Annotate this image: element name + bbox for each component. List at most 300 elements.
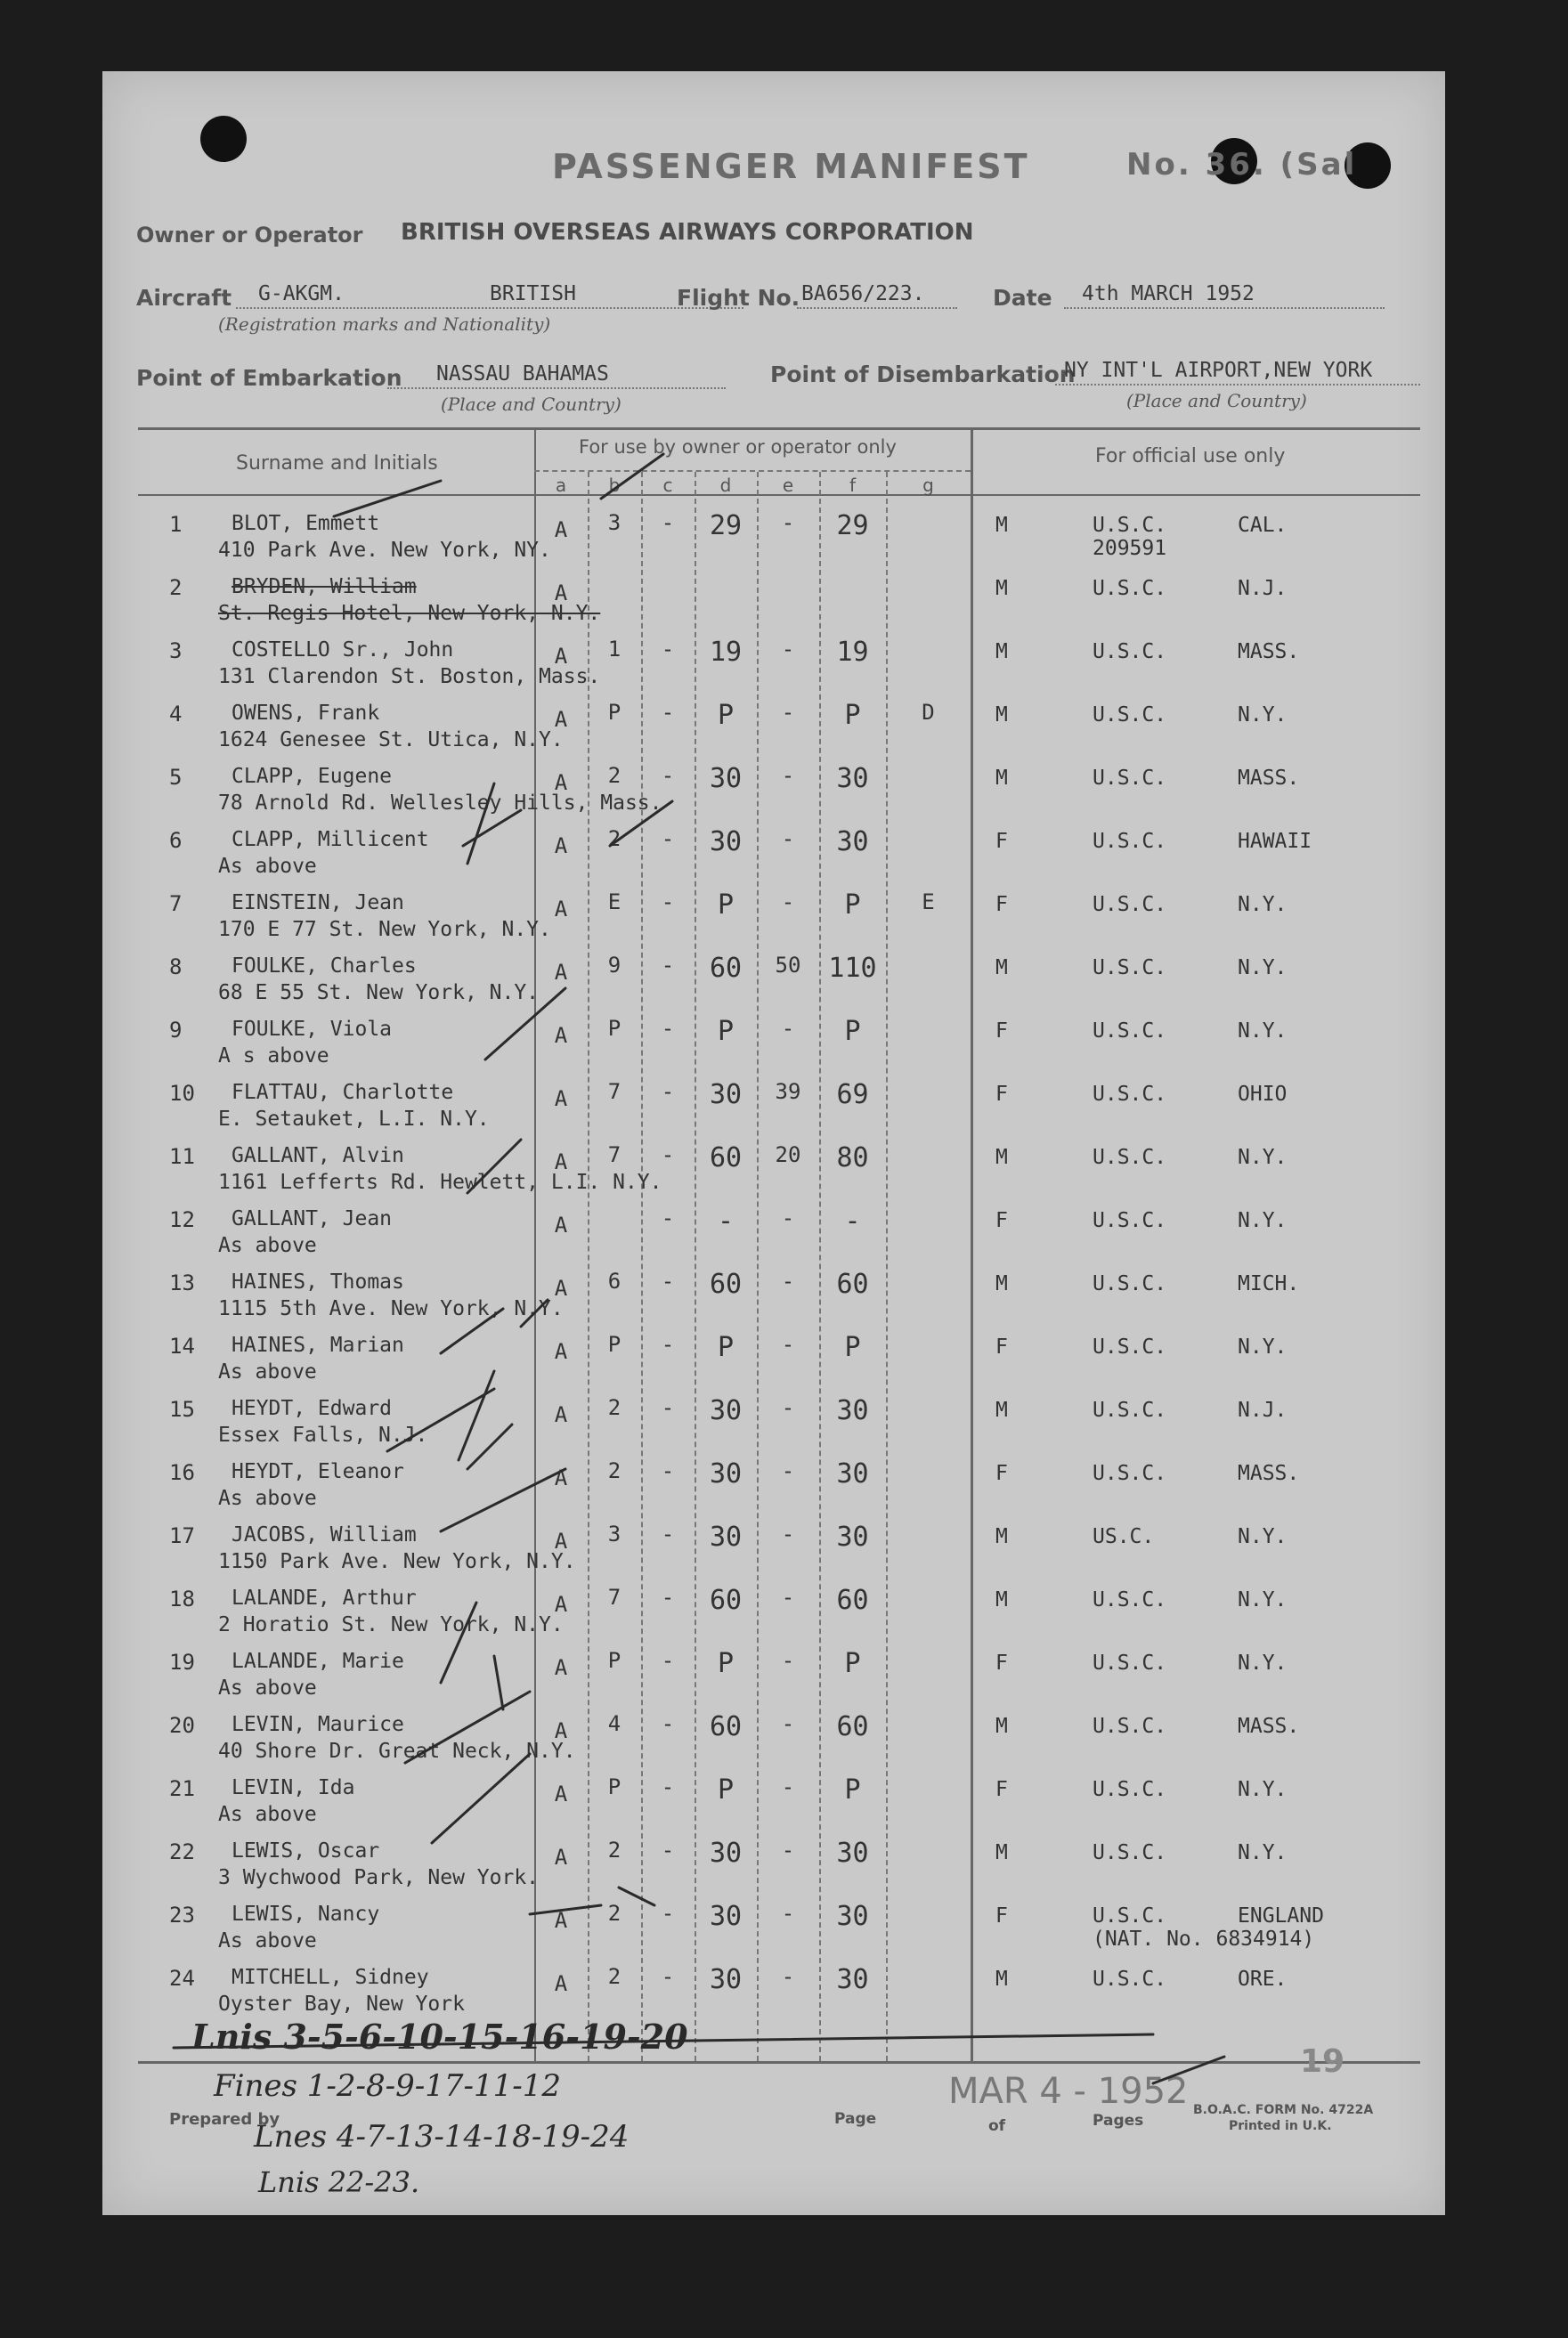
cell-e: - bbox=[781, 826, 795, 851]
cell-b: P bbox=[607, 1016, 622, 1041]
cell-d: 60 bbox=[709, 1142, 743, 1173]
cell-a: A bbox=[554, 1655, 568, 1680]
cell-c: - bbox=[661, 763, 675, 788]
cell-f: 30 bbox=[836, 826, 869, 857]
sex: M bbox=[995, 956, 1008, 979]
passenger-address: 78 Arnold Rd. Wellesley Hills, Mass. bbox=[218, 792, 662, 815]
citizenship: U.S.C. bbox=[1093, 640, 1167, 663]
cell-f: P bbox=[844, 1016, 861, 1047]
state: N.J. bbox=[1238, 1399, 1288, 1422]
sex: F bbox=[995, 830, 1008, 853]
cell-d: 60 bbox=[709, 1269, 743, 1300]
cell-b: 2 bbox=[607, 1964, 622, 1989]
passenger-name: CLAPP, Eugene bbox=[232, 765, 393, 788]
passenger-address: As above bbox=[218, 1929, 317, 1952]
sex: M bbox=[995, 1272, 1008, 1295]
sex: F bbox=[995, 1209, 1008, 1232]
date-stamp: MAR 4 - 1952 bbox=[948, 2071, 1189, 2112]
citizenship: U.S.C. bbox=[1093, 703, 1167, 727]
sex: F bbox=[995, 1778, 1008, 1801]
owner-label: Owner or Operator bbox=[136, 223, 363, 248]
cell-g: D bbox=[922, 700, 935, 725]
passenger-address: 1624 Genesee St. Utica, N.Y. bbox=[218, 728, 564, 751]
passenger-name: LEWIS, Nancy bbox=[232, 1903, 380, 1926]
sex: M bbox=[995, 577, 1008, 600]
passenger-address: 3 Wychwood Park, New York. bbox=[218, 1866, 540, 1889]
cell-b: 2 bbox=[607, 1838, 622, 1863]
row-number: 19 bbox=[169, 1650, 195, 1675]
cell-c: - bbox=[661, 510, 675, 535]
cell-d: 29 bbox=[709, 510, 743, 541]
row-number: 7 bbox=[169, 891, 183, 916]
column-header-e: e bbox=[782, 475, 794, 496]
cell-a: A bbox=[554, 580, 568, 605]
cell-e: - bbox=[781, 1585, 795, 1610]
column-header-f: f bbox=[849, 475, 857, 496]
citizenship: U.S.C. bbox=[1093, 1462, 1167, 1485]
cell-d: 30 bbox=[709, 1522, 743, 1553]
cell-c: - bbox=[661, 1269, 675, 1294]
cell-a: A bbox=[554, 1465, 568, 1490]
cell-d: 60 bbox=[709, 953, 743, 984]
cell-b: 9 bbox=[607, 953, 622, 978]
cell-a: A bbox=[554, 517, 568, 542]
cell-a: A bbox=[554, 1086, 568, 1111]
state: N.J. bbox=[1238, 577, 1288, 600]
cell-a: A bbox=[554, 1782, 568, 1806]
cell-b: 2 bbox=[607, 1901, 622, 1926]
row-number: 3 bbox=[169, 638, 183, 663]
passenger-name: HEYDT, Edward bbox=[232, 1397, 393, 1420]
cell-d: 60 bbox=[709, 1585, 743, 1616]
cell-b: P bbox=[607, 1332, 622, 1357]
passenger-address: As above bbox=[218, 1360, 317, 1384]
cell-d: 30 bbox=[709, 1901, 743, 1932]
state: N.Y. bbox=[1238, 1652, 1288, 1675]
passenger-name: HAINES, Thomas bbox=[232, 1270, 404, 1294]
cell-d: 30 bbox=[709, 1395, 743, 1426]
cell-a: A bbox=[554, 833, 568, 858]
cell-a: A bbox=[554, 1845, 568, 1870]
cell-a: A bbox=[554, 1529, 568, 1554]
cell-b: E bbox=[607, 889, 622, 914]
passenger-name: LEVIN, Ida bbox=[232, 1776, 355, 1799]
column-header-c: c bbox=[662, 475, 673, 496]
state: OHIO bbox=[1238, 1083, 1288, 1106]
cell-b: P bbox=[607, 1774, 622, 1799]
passenger-address: 68 E 55 St. New York, N.Y. bbox=[218, 981, 540, 1004]
cell-c: - bbox=[661, 1458, 675, 1483]
cell-a: A bbox=[554, 1149, 568, 1174]
row-number: 4 bbox=[169, 702, 183, 727]
state: CAL. bbox=[1238, 514, 1288, 537]
cell-c: - bbox=[661, 889, 675, 914]
cell-c: - bbox=[661, 1206, 675, 1230]
passenger-name: LALANDE, Marie bbox=[232, 1650, 404, 1673]
citizenship: U.S.C. bbox=[1093, 1083, 1167, 1106]
passenger-name: COSTELLO Sr., John bbox=[232, 638, 454, 662]
citizenship: U.S.C. bbox=[1093, 514, 1167, 537]
cell-f: 30 bbox=[836, 1395, 869, 1426]
cell-e: - bbox=[781, 1458, 795, 1483]
passenger-address: 1150 Park Ave. New York, N.Y. bbox=[218, 1550, 576, 1573]
aircraft-registration: G-AKGM. bbox=[258, 282, 345, 305]
cell-c: - bbox=[661, 1395, 675, 1420]
citizenship: U.S.C. bbox=[1093, 893, 1167, 916]
cell-e: - bbox=[781, 637, 795, 662]
sex: M bbox=[995, 514, 1008, 537]
row-number: 10 bbox=[169, 1081, 195, 1106]
embark-value: NASSAU BAHAMAS bbox=[436, 362, 609, 386]
aircraft-label: Aircraft bbox=[136, 285, 232, 311]
citizenship: U.S.C. bbox=[1093, 1335, 1167, 1359]
cell-a: A bbox=[554, 1023, 568, 1048]
passenger-address: 1115 5th Ave. New York, N.Y. bbox=[218, 1297, 564, 1320]
cell-a: A bbox=[554, 1971, 568, 1996]
citizenship: U.S.C. bbox=[1093, 1904, 1167, 1928]
cell-e: - bbox=[781, 1269, 795, 1294]
embark-sublabel: (Place and Country) bbox=[441, 394, 622, 415]
cell-b: 7 bbox=[607, 1585, 622, 1610]
passenger-address: Essex Falls, N.J. bbox=[218, 1424, 428, 1447]
cell-f: 30 bbox=[836, 1901, 869, 1932]
handwriting-marks bbox=[102, 71, 1445, 2215]
cell-d: P bbox=[717, 1648, 735, 1679]
sex: M bbox=[995, 1399, 1008, 1422]
passenger-address: A s above bbox=[218, 1044, 329, 1068]
citizenship: U.S.C. bbox=[1093, 1146, 1167, 1169]
state: N.Y. bbox=[1238, 893, 1288, 916]
sex: F bbox=[995, 893, 1008, 916]
state: N.Y. bbox=[1238, 1209, 1288, 1232]
passenger-address: 40 Shore Dr. Great Neck, N.Y. bbox=[218, 1740, 576, 1763]
aircraft-sublabel: (Registration marks and Nationality) bbox=[218, 313, 551, 335]
cell-a: A bbox=[554, 960, 568, 985]
passenger-name: MITCHELL, Sidney bbox=[232, 1966, 429, 1989]
cell-e: - bbox=[781, 510, 795, 535]
row-number: 12 bbox=[169, 1207, 195, 1232]
cell-d: P bbox=[717, 1016, 735, 1047]
cell-f: 30 bbox=[836, 763, 869, 794]
passenger-address: 170 E 77 St. New York, N.Y. bbox=[218, 918, 551, 941]
cell-g: E bbox=[922, 889, 935, 914]
state: MASS. bbox=[1238, 1462, 1300, 1485]
date-label: Date bbox=[993, 285, 1052, 311]
passenger-address: As above bbox=[218, 1487, 317, 1510]
manifest-sheet bbox=[102, 71, 1445, 2215]
flight-label: Flight No. bbox=[677, 285, 800, 311]
cell-e: - bbox=[781, 1522, 795, 1546]
passenger-address: 2 Horatio St. New York, N.Y. bbox=[218, 1613, 564, 1636]
cell-b: 2 bbox=[607, 763, 622, 788]
sex: M bbox=[995, 1588, 1008, 1611]
passenger-address: 1161 Lefferts Rd. Hewlett, L.I. N.Y. bbox=[218, 1171, 662, 1194]
cell-a: A bbox=[554, 1402, 568, 1427]
cell-e: - bbox=[781, 1774, 795, 1799]
cell-f: 30 bbox=[836, 1458, 869, 1490]
cell-f: P bbox=[844, 889, 861, 921]
cell-d: 30 bbox=[709, 1964, 743, 1995]
cell-c: - bbox=[661, 1016, 675, 1041]
cell-b: 6 bbox=[607, 1269, 622, 1294]
cell-a: A bbox=[554, 1213, 568, 1238]
state: N.Y. bbox=[1238, 1019, 1288, 1043]
embark-label: Point of Embarkation bbox=[136, 365, 402, 391]
cell-d: 60 bbox=[709, 1711, 743, 1742]
cell-e: - bbox=[781, 1648, 795, 1673]
state: N.Y. bbox=[1238, 956, 1288, 979]
passenger-name: LEVIN, Maurice bbox=[232, 1713, 404, 1736]
sex: F bbox=[995, 1904, 1008, 1928]
citizenship: U.S.C. bbox=[1093, 1841, 1167, 1864]
cell-c: - bbox=[661, 1522, 675, 1546]
cell-b: 2 bbox=[607, 1395, 622, 1420]
cell-f: 30 bbox=[836, 1522, 869, 1553]
passenger-address: As above bbox=[218, 1234, 317, 1257]
passenger-address: As above bbox=[218, 1676, 317, 1700]
cell-a: A bbox=[554, 1718, 568, 1743]
state: MASS. bbox=[1238, 1715, 1300, 1738]
cell-c: - bbox=[661, 826, 675, 851]
disembark-sublabel: (Place and Country) bbox=[1126, 390, 1307, 411]
cell-e: - bbox=[781, 700, 795, 725]
column-header-a: a bbox=[555, 475, 567, 496]
sex: M bbox=[995, 767, 1008, 790]
row-number: 2 bbox=[169, 575, 183, 600]
passenger-address: 410 Park Ave. New York, NY. bbox=[218, 539, 551, 562]
cell-c: - bbox=[661, 1964, 675, 1989]
row-number: 24 bbox=[169, 1966, 195, 1991]
cell-a: A bbox=[554, 1592, 568, 1617]
cell-c: - bbox=[661, 1711, 675, 1736]
sex: F bbox=[995, 1462, 1008, 1485]
cell-e: - bbox=[781, 1901, 795, 1926]
state: N.Y. bbox=[1238, 1146, 1288, 1169]
sex: F bbox=[995, 1083, 1008, 1106]
state: MICH. bbox=[1238, 1272, 1300, 1295]
cell-e: 20 bbox=[775, 1142, 801, 1167]
sex: M bbox=[995, 640, 1008, 663]
printed-label: Printed in U.K. bbox=[1229, 2119, 1332, 2133]
row-number: 9 bbox=[169, 1018, 183, 1043]
passenger-address: 131 Clarendon St. Boston, Mass. bbox=[218, 665, 601, 688]
citizenship: U.S.C. bbox=[1093, 1778, 1167, 1801]
cell-f: 60 bbox=[836, 1711, 869, 1742]
sex: M bbox=[995, 1146, 1008, 1169]
state: N.Y. bbox=[1238, 1778, 1288, 1801]
state: HAWAII bbox=[1238, 830, 1312, 853]
handwritten-note-line3: Lnes 4-7-13-14-18-19-24 bbox=[254, 2119, 630, 2155]
cell-e: - bbox=[781, 889, 795, 914]
cell-d: P bbox=[717, 1774, 735, 1806]
cell-a: A bbox=[554, 770, 568, 795]
citizenship: US.C. bbox=[1093, 1525, 1155, 1548]
official-note: (NAT. No. 6834914) bbox=[1093, 1928, 1315, 1951]
cell-a: A bbox=[554, 1908, 568, 1933]
passenger-name: EINSTEIN, Jean bbox=[232, 891, 404, 914]
cell-e: 39 bbox=[775, 1079, 801, 1104]
passenger-name: OWENS, Frank bbox=[232, 702, 380, 725]
state: N.Y. bbox=[1238, 1841, 1288, 1864]
cell-f: P bbox=[844, 700, 861, 731]
cell-e: 50 bbox=[775, 953, 801, 978]
owner-value: BRITISH OVERSEAS AIRWAYS CORPORATION bbox=[401, 219, 974, 246]
cell-e: - bbox=[781, 763, 795, 788]
row-number: 15 bbox=[169, 1397, 195, 1422]
cell-c: - bbox=[661, 700, 675, 725]
state: N.Y. bbox=[1238, 1525, 1288, 1548]
row-number: 22 bbox=[169, 1839, 195, 1864]
passenger-name: BLOT, Emmett bbox=[232, 512, 380, 535]
cell-c: - bbox=[661, 1142, 675, 1167]
cell-f: 19 bbox=[836, 637, 869, 668]
form-number: B.O.A.C. FORM No. 4722A bbox=[1193, 2103, 1374, 2117]
citizenship: U.S.C. bbox=[1093, 1968, 1167, 1991]
disembark-label: Point of Disembarkation bbox=[770, 361, 1076, 387]
cell-b: P bbox=[607, 700, 622, 725]
page-label: Page bbox=[834, 2110, 877, 2128]
prepared-by-label: Prepared by bbox=[169, 2110, 280, 2129]
passenger-name: HEYDT, Eleanor bbox=[232, 1460, 404, 1483]
cell-d: 30 bbox=[709, 826, 743, 857]
cell-d: - bbox=[717, 1206, 735, 1237]
state: ENGLAND bbox=[1238, 1904, 1324, 1928]
cell-d: P bbox=[717, 889, 735, 921]
cell-c: - bbox=[661, 1774, 675, 1799]
passenger-name: FOULKE, Charles bbox=[232, 954, 417, 978]
passenger-name: GALLANT, Jean bbox=[232, 1207, 393, 1230]
citizenship: U.S.C. bbox=[1093, 956, 1167, 979]
row-number: 21 bbox=[169, 1776, 195, 1801]
state: N.Y. bbox=[1238, 1335, 1288, 1359]
cell-b: 2 bbox=[607, 826, 622, 851]
cell-e: - bbox=[781, 1332, 795, 1357]
cell-d: P bbox=[717, 1332, 735, 1363]
citizenship: U.S.C. bbox=[1093, 1652, 1167, 1675]
row-number: 5 bbox=[169, 765, 183, 790]
cell-d: 30 bbox=[709, 1079, 743, 1110]
citizenship: U.S.C. bbox=[1093, 830, 1167, 853]
passenger-name: JACOBS, William bbox=[232, 1523, 417, 1546]
sex: M bbox=[995, 1841, 1008, 1864]
cell-e: - bbox=[781, 1964, 795, 1989]
cell-a: A bbox=[554, 897, 568, 921]
cell-a: A bbox=[554, 1339, 568, 1364]
passenger-address: As above bbox=[218, 855, 317, 878]
citizenship: U.S.C. bbox=[1093, 577, 1167, 600]
cell-e: - bbox=[781, 1395, 795, 1420]
cell-c: - bbox=[661, 1332, 675, 1357]
cell-c: - bbox=[661, 1838, 675, 1863]
cell-b: 7 bbox=[607, 1079, 622, 1104]
cell-c: - bbox=[661, 637, 675, 662]
cell-f: 30 bbox=[836, 1838, 869, 1869]
cell-b: P bbox=[607, 1648, 622, 1673]
sex: M bbox=[995, 703, 1008, 727]
passenger-address: Oyster Bay, New York bbox=[218, 1993, 465, 2016]
row-number: 6 bbox=[169, 828, 183, 853]
passenger-address: E. Setauket, L.I. N.Y. bbox=[218, 1108, 490, 1131]
cell-e: - bbox=[781, 1016, 795, 1041]
row-number: 16 bbox=[169, 1460, 195, 1485]
cell-f: 69 bbox=[836, 1079, 869, 1110]
manifest-number: No. 36. (Sal bbox=[1126, 147, 1358, 183]
passenger-address: St. Regis Hotel, New York, N.Y. bbox=[218, 602, 601, 625]
passenger-name: LALANDE, Arthur bbox=[232, 1587, 417, 1610]
citizenship: U.S.C. bbox=[1093, 1715, 1167, 1738]
passenger-name: LEWIS, Oscar bbox=[232, 1839, 380, 1863]
cell-c: - bbox=[661, 1901, 675, 1926]
state: ORE. bbox=[1238, 1968, 1288, 1991]
cell-f: 60 bbox=[836, 1269, 869, 1300]
date-value: 4th MARCH 1952 bbox=[1082, 282, 1255, 305]
cell-f: 80 bbox=[836, 1142, 869, 1173]
aircraft-nationality: BRITISH bbox=[490, 282, 576, 305]
row-number: 13 bbox=[169, 1270, 195, 1295]
state: N.Y. bbox=[1238, 1588, 1288, 1611]
row-number: 8 bbox=[169, 954, 183, 979]
sex: F bbox=[995, 1019, 1008, 1043]
cell-a: A bbox=[554, 707, 568, 732]
sex: M bbox=[995, 1968, 1008, 1991]
passenger-name: GALLANT, Alvin bbox=[232, 1144, 404, 1167]
row-number: 17 bbox=[169, 1523, 195, 1548]
citizenship: U.S.C. bbox=[1093, 1019, 1167, 1043]
cell-e: - bbox=[781, 1838, 795, 1863]
state: MASS. bbox=[1238, 767, 1300, 790]
cell-f: P bbox=[844, 1648, 861, 1679]
state: MASS. bbox=[1238, 640, 1300, 663]
cell-c: - bbox=[661, 953, 675, 978]
cell-b: 4 bbox=[607, 1711, 622, 1736]
sex: M bbox=[995, 1715, 1008, 1738]
row-number: 20 bbox=[169, 1713, 195, 1738]
state: N.Y. bbox=[1238, 703, 1288, 727]
cell-f: - bbox=[844, 1206, 861, 1237]
passenger-address: As above bbox=[218, 1803, 317, 1826]
cell-b: 1 bbox=[607, 637, 622, 662]
column-header-d: d bbox=[719, 475, 732, 496]
cell-c: - bbox=[661, 1079, 675, 1104]
row-number: 18 bbox=[169, 1587, 195, 1611]
row-number: 23 bbox=[169, 1903, 195, 1928]
citizenship: U.S.C. bbox=[1093, 1272, 1167, 1295]
citizenship: U.S.C. bbox=[1093, 1588, 1167, 1611]
citizenship: U.S.C. bbox=[1093, 1209, 1167, 1232]
handwritten-note-line2: Fines 1-2-8-9-17-11-12 bbox=[214, 2068, 561, 2104]
owner-use-header: For use by owner or operator only bbox=[579, 436, 897, 458]
cell-e: - bbox=[781, 1711, 795, 1736]
citizenship: U.S.C. bbox=[1093, 767, 1167, 790]
cell-f: 60 bbox=[836, 1585, 869, 1616]
cell-d: 30 bbox=[709, 763, 743, 794]
pages-label: Pages bbox=[1093, 2112, 1144, 2130]
cell-b: 3 bbox=[607, 510, 622, 535]
row-number: 14 bbox=[169, 1334, 195, 1359]
cell-f: P bbox=[844, 1774, 861, 1806]
surname-column-header: Surname and Initials bbox=[236, 452, 438, 475]
column-header-g: g bbox=[922, 475, 934, 496]
official-note: 209591 bbox=[1093, 537, 1167, 560]
handwritten-note-line4: Lnis 22-23. bbox=[258, 2165, 420, 2199]
sex: F bbox=[995, 1652, 1008, 1675]
passenger-name: CLAPP, Millicent bbox=[232, 828, 429, 851]
handwritten-note-line1: Lnis 3-5-6-10-15-16-19-20 bbox=[191, 2017, 688, 2057]
sex: M bbox=[995, 1525, 1008, 1548]
cell-f: P bbox=[844, 1332, 861, 1363]
cell-f: 29 bbox=[836, 510, 869, 541]
cell-e: - bbox=[781, 1206, 795, 1230]
